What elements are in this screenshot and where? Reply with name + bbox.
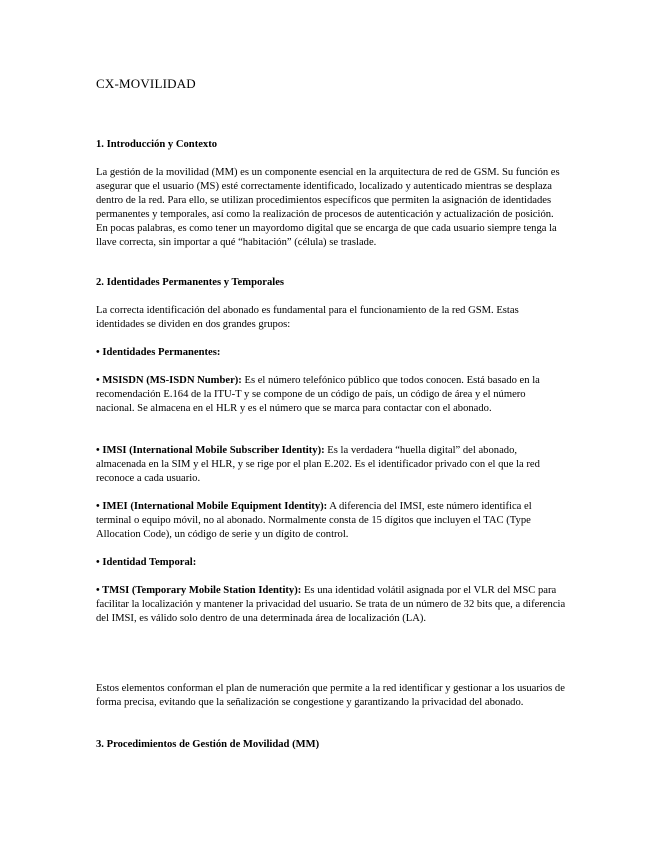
section-1-heading: 1. Introducción y Contexto — [96, 139, 218, 150]
imsi-item — [96, 444, 566, 486]
imei-text: A diferencia del IMSI, este número identifica el terminal o equipo móvil, no al abonado. Normalmente consta de 15 dígitos que incluyen el TAC (Type Allocation Code), un código de serie y un dígito de control. — [96, 501, 532, 540]
msisdn-item — [96, 374, 566, 416]
tmsi-text: Es una identidad volátil asignada por el VLR del MSC para facilitar la localización y mantener la privacidad del usuario. Se trata de un número de 32 bits que, a diferencia del IMSI, es válido solo dentro de una determinada área de localización (LA). — [96, 585, 566, 624]
msisdn-term: • MSISDN (MS-ISDN Number): — [96, 375, 242, 386]
imei-item — [96, 500, 566, 542]
imei-term: • IMEI (International Mobile Equipment Identity): — [96, 501, 328, 512]
temporal-identity-heading: • Identidad Temporal: — [96, 557, 197, 568]
section-1-paragraph: La gestión de la movilidad (MM) es un componente esencial en la arquitectura de red de GSM. Su función es asegurar que el usuario (MS) esté correctamente identificado, localizado y autenticado mientras se desplaza dentro de la red. Para ello, se utilizan procedimientos específicos que permiten la asignación de identidades permanentes y temporales, así como la realización de procesos de autenticación y actualización de posición. En pocas palabras, es como tener un mayordomo digital que se encarga de que cada usuario siempre tenga la llave correcta, sin importar a qué “habitación” (célula) se traslade. — [96, 167, 560, 248]
imsi-text: Es la verdadera “huella digital” del abonado, almacenada en la SIM y el HLR, y se rige por el plan E.202. Es el identificador privado con el que la red reconoce a cada usuario. — [96, 445, 540, 484]
document-title: CX-MOVILIDAD — [96, 76, 196, 91]
msisdn-text: Es el número telefónico público que todos conocen. Está basado en la recomendación E.164 de la ITU-T y se compone de un código de país, un código de área y el número nacional. Se almacena en el HLR y es el número que se marca para contactar con el abonado. — [96, 375, 540, 414]
permanent-identities-heading: • Identidades Permanentes: — [96, 347, 221, 358]
section-2-heading: 2. Identidades Permanentes y Temporales — [96, 277, 285, 288]
tmsi-term: • TMSI (Temporary Mobile Station Identity): — [96, 585, 302, 596]
section-2-intro: La correcta identificación del abonado es fundamental para el funcionamiento de la red GSM. Estas identidades se dividen en dos grandes grupos: — [96, 305, 519, 330]
tmsi-item — [96, 584, 566, 626]
section-2-closing: Estos elementos conforman el plan de numeración que permite a la red identificar y gestionar a los usuarios de forma precisa, evitando que la señalización se congestione y garantizando la privacidad del abonado. — [96, 683, 565, 708]
imsi-term: • IMSI (International Mobile Subscriber Identity): — [96, 445, 325, 456]
section-3-heading: 3. Procedimientos de Gestión de Movilidad (MM) — [96, 739, 320, 750]
